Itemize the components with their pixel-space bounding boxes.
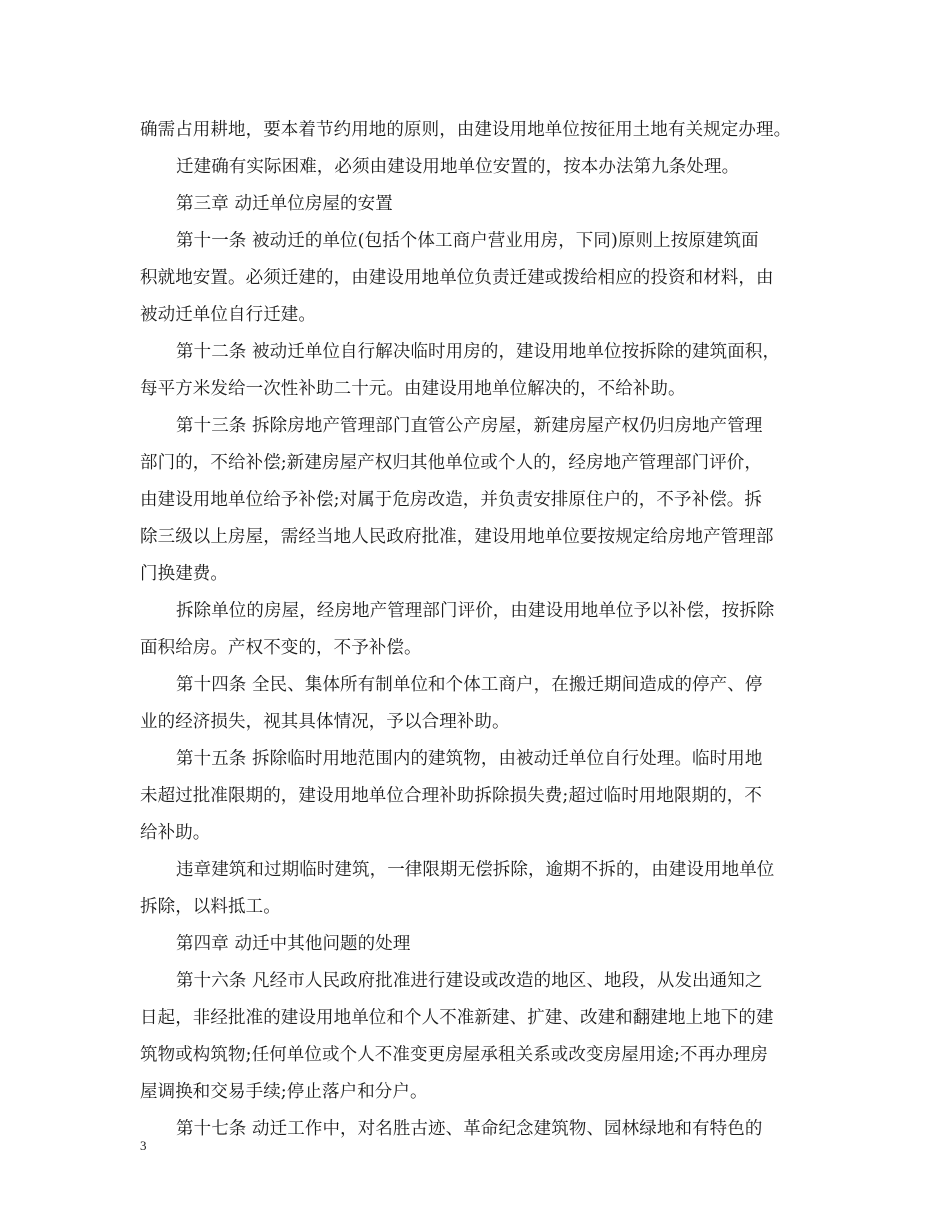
text-line: 由建设用地单位给予补偿;对属于危房改造，并负责安排原住户的，不予补偿。拆 [140, 490, 762, 510]
document-body [140, 112, 814, 1148]
text-line: 违章建筑和过期临时建筑，一律限期无偿拆除，逾期不拆的，由建设用地单位 [176, 860, 775, 880]
text-line: 第十七条 动迁工作中，对名胜古迹、革命纪念建筑物、园林绿地和有特色的 [176, 1119, 763, 1139]
text-line: 积就地安置。必须迁建的，由建设用地单位负责迁建或拨给相应的投资和材料，由 [140, 268, 774, 288]
text-line: 第十四条 全民、集体所有制单位和个体工商户，在搬迁期间造成的停产、停 [176, 675, 763, 695]
text-line: 第四章 动迁中其他问题的处理 [176, 934, 411, 954]
text-line: 屋调换和交易手续;停止落户和分户。 [140, 1082, 428, 1102]
text-line: 给补助。 [140, 823, 211, 843]
text-line: 第三章 动迁单位房屋的安置 [176, 194, 393, 214]
text-line: 第十三条 拆除房地产管理部门直管公产房屋，新建房屋产权仍归房地产管理 [176, 416, 763, 436]
text-line: 日起，非经批准的建设用地单位和个人不准新建、扩建、改建和翻建地上地下的建 [140, 1008, 774, 1028]
text-line: 业的经济损失，视其具体情况，予以合理补助。 [140, 712, 510, 732]
text-line: 确需占用耕地，要本着节约用地的原则，由建设用地单位按征用土地有关规定办理。 [140, 120, 792, 140]
text-line: 拆除单位的房屋，经房地产管理部门评价，由建设用地单位予以补偿，按拆除 [176, 601, 775, 621]
text-line: 面积给房。产权不变的，不予补偿。 [140, 638, 422, 658]
text-line: 未超过批准限期的，建设用地单位合理补助拆除损失费;超过临时用地限期的，不 [140, 786, 762, 806]
text-line: 第十一条 被动迁的单位(包括个体工商户营业用房，下同)原则上按原建筑面 [176, 231, 759, 251]
text-line: 筑物或构筑物;任何单位或个人不准变更房屋承租关系或改变房屋用途;不再办理房 [140, 1045, 768, 1065]
text-line: 第十二条 被动迁单位自行解决临时用房的，建设用地单位按拆除的建筑面积， [176, 342, 781, 362]
text-line: 第十六条 凡经市人民政府批准进行建设或改造的地区、地段，从发出通知之 [176, 971, 763, 991]
text-line: 门换建费。 [140, 564, 228, 584]
page-number: 3 [140, 1138, 147, 1153]
text-line: 被动迁单位自行迁建。 [140, 305, 316, 325]
text-line: 迁建确有实际困难，必须由建设用地单位安置的，按本办法第九条处理。 [176, 157, 740, 177]
text-line: 第十五条 拆除临时用地范围内的建筑物，由被动迁单位自行处理。临时用地 [176, 749, 763, 769]
text-line: 除三级以上房屋，需经当地人民政府批准，建设用地单位要按规定给房地产管理部 [140, 527, 774, 547]
text-line: 每平方米发给一次性补助二十元。由建设用地单位解决的，不给补助。 [140, 379, 686, 399]
text-line: 部门的，不给补偿;新建房屋产权归其他单位或个人的，经房地产管理部门评价， [140, 453, 762, 473]
text-line: 拆除，以料抵工。 [140, 897, 281, 917]
